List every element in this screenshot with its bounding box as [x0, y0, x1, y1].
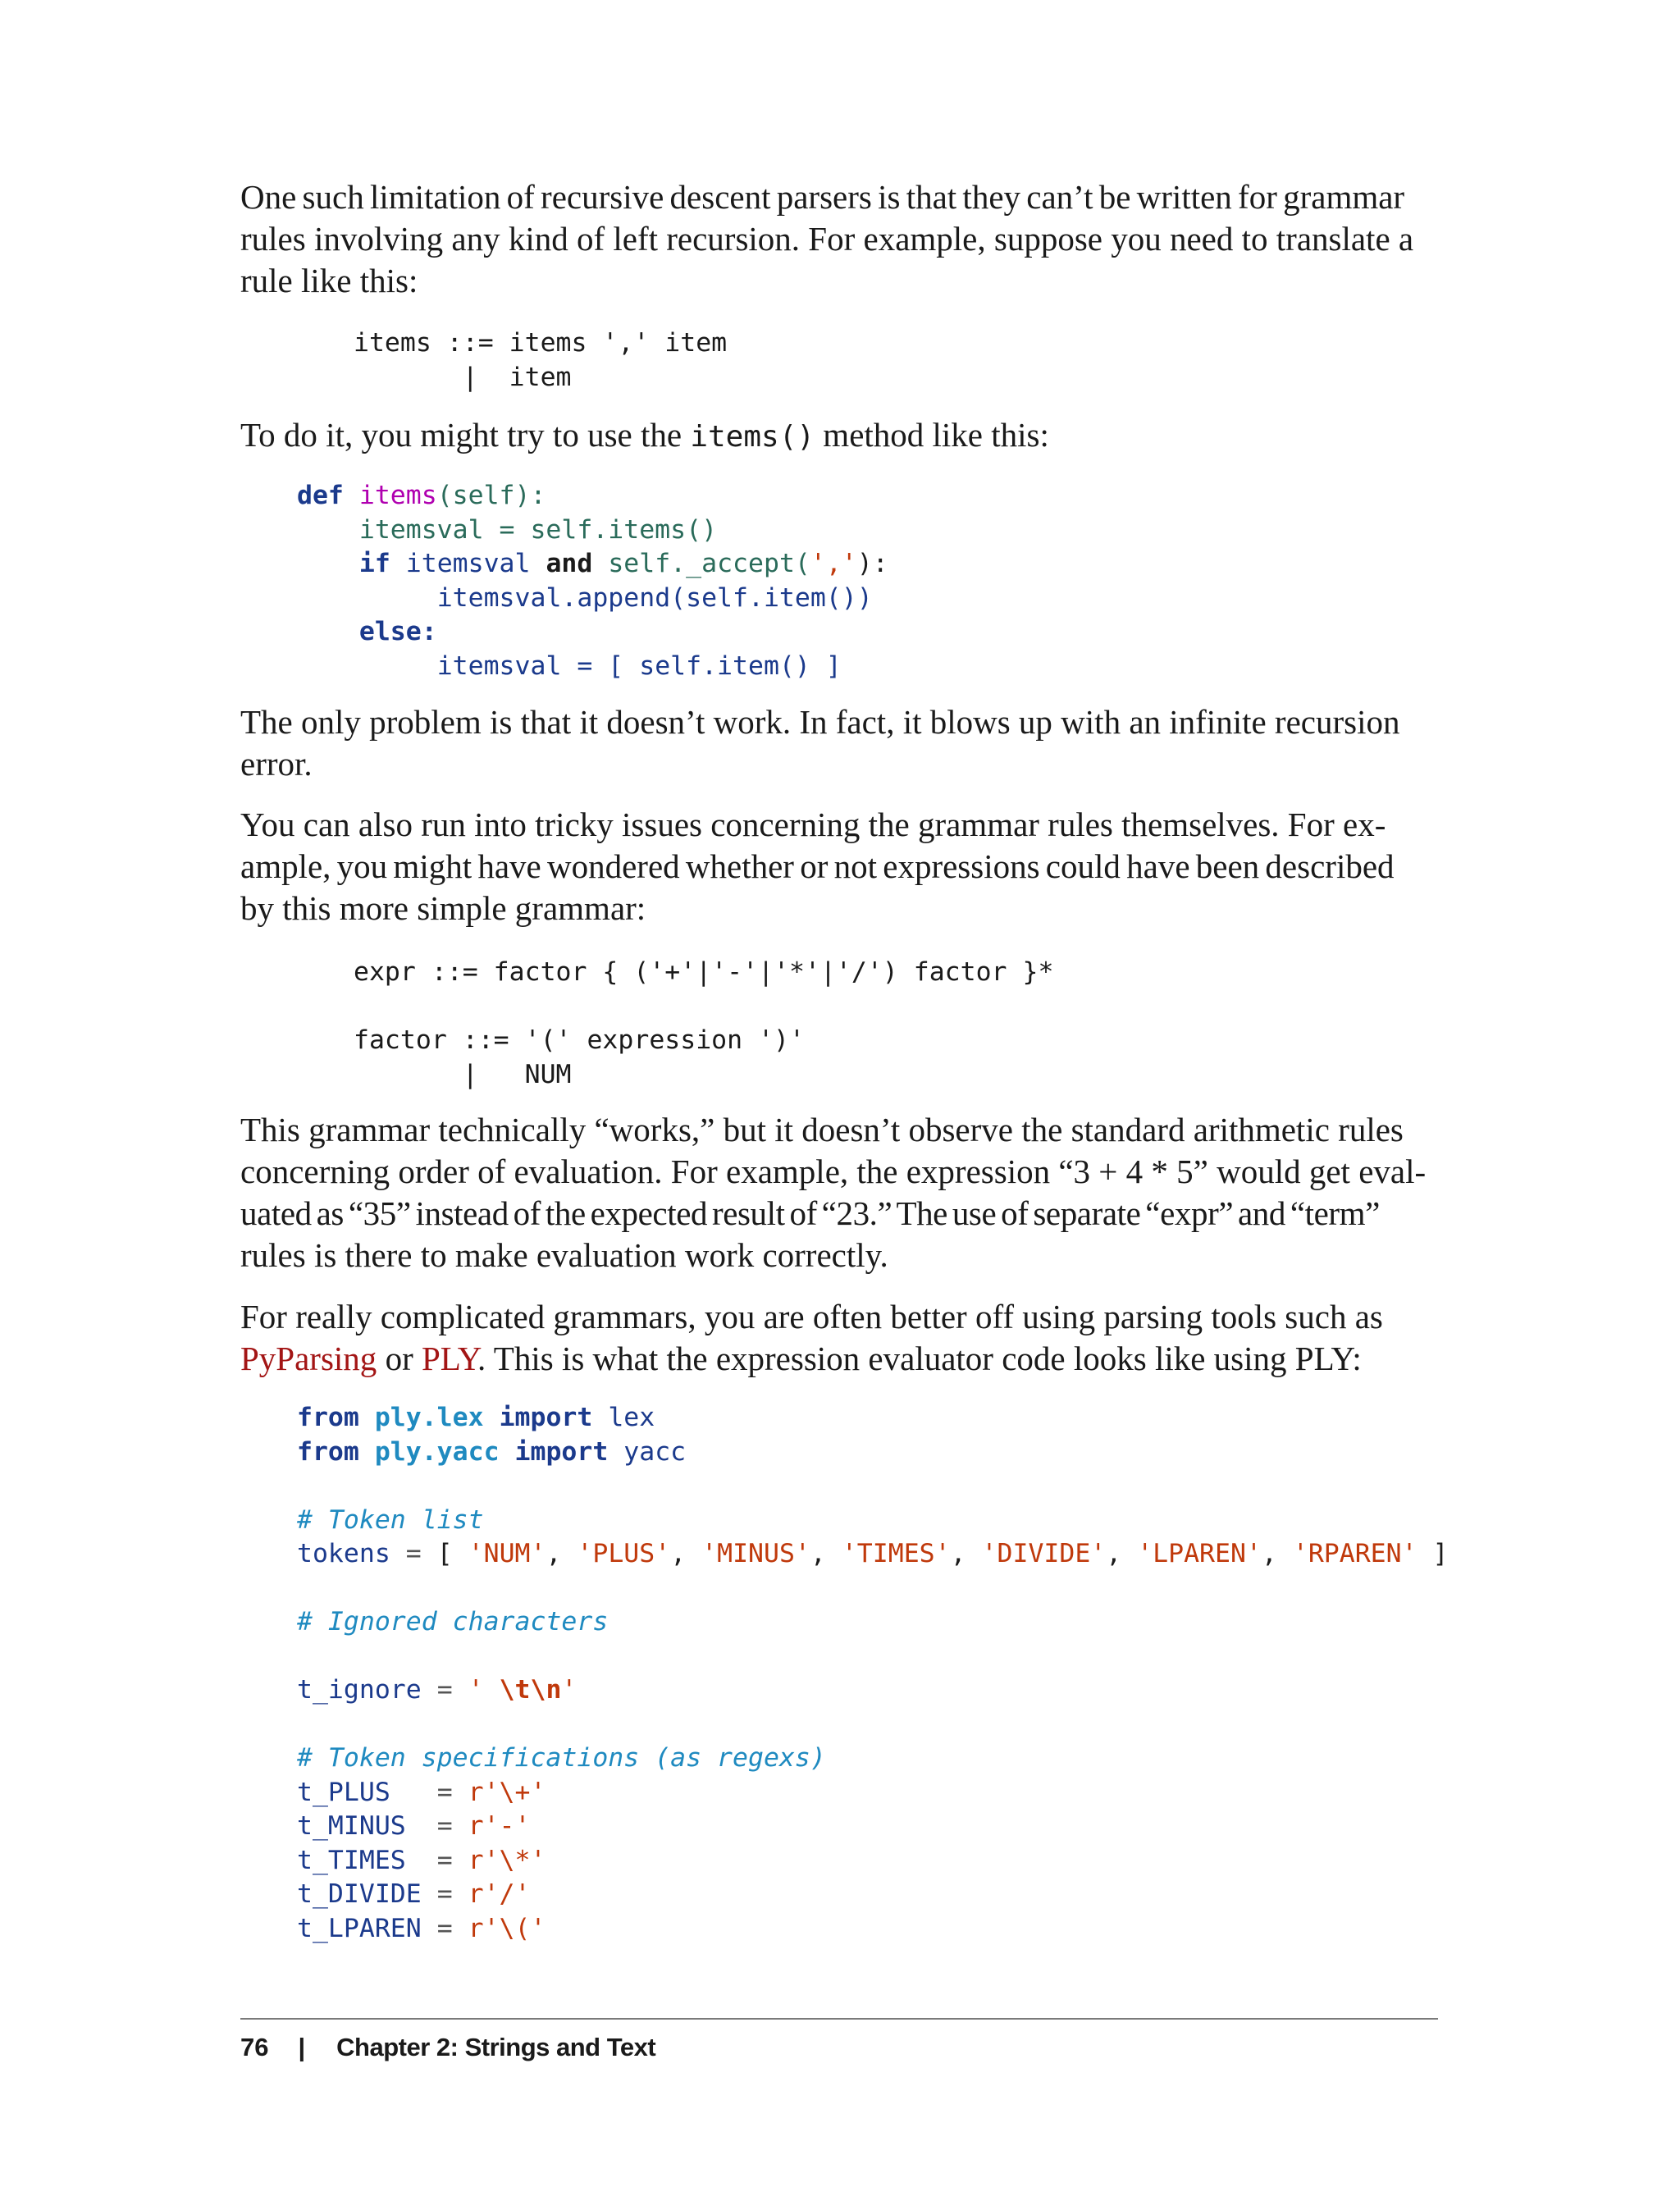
- text-line: ample, you might have wondered whether or not expressions could have been described: [240, 847, 1395, 885]
- comment: # Token specifications (as regexs): [297, 1743, 826, 1773]
- comment: # Ignored characters: [297, 1607, 609, 1637]
- keyword: and: [546, 549, 593, 578]
- text-line: [240, 1338, 1438, 1380]
- code-line: t_LPAREN = r'\(': [297, 1913, 546, 1943]
- code-line: [297, 1436, 1449, 1470]
- paragraph-grammar-issues: [240, 804, 1438, 929]
- code-line: [297, 615, 888, 650]
- keyword: else:: [358, 617, 437, 646]
- code-text: t_TIMES: [297, 1845, 422, 1875]
- string: r'/': [468, 1879, 531, 1909]
- code-text: itemsval = self.items(): [358, 514, 718, 545]
- code-line: t_MINUS = r'-': [297, 1811, 531, 1841]
- module-name: ply.lex: [374, 1403, 484, 1432]
- code-block-ply-example: [297, 1401, 1449, 1946]
- text-line: For really complicated grammars, you are often better off using parsing tools such as: [240, 1298, 1383, 1335]
- code-text: t_DIVIDE: [297, 1879, 422, 1909]
- comment: # Token list: [297, 1504, 484, 1535]
- code-line: [297, 650, 888, 684]
- code-text: t_PLUS: [297, 1777, 422, 1807]
- code-line: tokens = [ 'NUM', 'PLUS', 'MINUS', 'TIMES', 'DIVIDE', 'LPAREN', 'RPAREN' ]: [297, 1539, 1449, 1568]
- code-block-simple-grammar: [354, 956, 1053, 1092]
- string: 'PLUS': [577, 1539, 671, 1568]
- text-line: One such limitation of recursive descent parsers is that they can’t be written for grammar: [240, 178, 1405, 216]
- code-line: [297, 514, 888, 548]
- code-text: yacc: [623, 1436, 687, 1467]
- keyword: def: [297, 481, 344, 510]
- text-segment: . This is what the expression evaluator code looks like using PLY:: [477, 1340, 1362, 1377]
- keyword: from: [297, 1403, 359, 1432]
- code-text: ):: [856, 549, 888, 578]
- code-line: [297, 1504, 1449, 1538]
- code-line: [354, 990, 1053, 1025]
- paragraph-left-recursion: [240, 176, 1438, 302]
- string: r'\+': [468, 1777, 546, 1807]
- text-line: rules involving any kind of left recursion. For example, suppose you need to translate a: [240, 220, 1414, 258]
- text-line: [240, 414, 1438, 458]
- code-text: t_MINUS: [297, 1811, 422, 1841]
- string: 'MINUS': [701, 1539, 810, 1568]
- code-block-grammar-items: [354, 326, 727, 395]
- code-line: t_ignore = ' \t\n': [297, 1675, 578, 1705]
- paragraph-infinite-recursion: [240, 701, 1438, 785]
- code-text: self._accept(: [608, 549, 810, 578]
- string: 'DIVIDE': [981, 1539, 1107, 1568]
- ply-link[interactable]: PLY: [421, 1340, 478, 1377]
- pyparsing-link[interactable]: PyParsing: [240, 1340, 377, 1377]
- string: ',': [810, 549, 857, 578]
- paragraph-items-method: [240, 414, 1438, 458]
- page-footer: [240, 2033, 655, 2062]
- text-segment: To do it, you might try to use the: [240, 416, 691, 454]
- chapter-title: Chapter 2: Strings and Text: [336, 2033, 656, 2061]
- code-line: [297, 1742, 1449, 1776]
- footer-divider: [240, 2018, 1438, 2020]
- code-line: t_DIVIDE = r'/': [297, 1879, 531, 1909]
- code-block-items-method: [297, 479, 888, 683]
- code-text: itemsval: [405, 549, 531, 578]
- page-number: 76: [240, 2033, 269, 2061]
- code-text: lex: [608, 1403, 655, 1432]
- code-line: [297, 1572, 1449, 1606]
- code-line: [297, 582, 888, 616]
- string: r'-': [468, 1811, 531, 1841]
- code-line: t_TIMES = r'\*': [297, 1845, 546, 1875]
- code-line: items ::= items ',' item: [354, 328, 728, 358]
- paragraph-order-of-evaluation: [240, 1109, 1438, 1276]
- string: r'\*': [468, 1845, 546, 1875]
- text-segment: method like this:: [815, 416, 1049, 454]
- code-text: t_LPAREN: [297, 1913, 422, 1943]
- code-line: [297, 479, 888, 514]
- code-text: itemsval = [ self.item() ]: [436, 651, 842, 681]
- code-text: itemsval.append(self.item()): [436, 582, 873, 613]
- text-line: rules is there to make evaluation work correctly.: [240, 1236, 888, 1274]
- code-line: [297, 1469, 1449, 1504]
- code-line: [297, 1640, 1449, 1674]
- code-line: | item: [354, 362, 572, 392]
- text-line: error.: [240, 745, 313, 783]
- code-line: [297, 547, 888, 582]
- text-line: uated as “35” instead of the expected result of “23.” The use of separate “expr” and “term”: [240, 1194, 1380, 1232]
- inline-code: items(): [690, 420, 815, 454]
- text-line: by this more simple grammar:: [240, 889, 646, 927]
- text-line: rule like this:: [240, 262, 418, 299]
- code-line: expr ::= factor { ('+'|'-'|'*'|'/') factor }*: [354, 957, 1054, 987]
- footer-separator: |: [298, 2033, 306, 2061]
- code-line: [297, 1605, 1449, 1640]
- code-text: tokens: [297, 1539, 390, 1568]
- code-line: [297, 1401, 1449, 1436]
- keyword: from: [297, 1436, 359, 1467]
- string: 'TIMES': [841, 1539, 951, 1568]
- keyword: if: [358, 549, 390, 578]
- text-line: You can also run into tricky issues concerning the grammar rules themselves. For ex-: [240, 806, 1386, 843]
- escape-sequence: \t\n: [499, 1675, 562, 1705]
- code-line: t_PLUS = r'\+': [297, 1777, 546, 1807]
- string: r'\(': [468, 1913, 546, 1943]
- string: 'RPAREN': [1292, 1539, 1418, 1568]
- keyword: import: [514, 1436, 609, 1467]
- text-line: The only problem is that it doesn’t work. In fact, it blows up with an infinite recursion: [240, 703, 1400, 741]
- text-line: This grammar technically “works,” but it doesn’t observe the standard arithmetic rules: [240, 1111, 1404, 1148]
- code-line: | NUM: [354, 1059, 572, 1089]
- string: 'LPAREN': [1137, 1539, 1262, 1568]
- code-line: [297, 1708, 1449, 1742]
- code-text: (self):: [436, 481, 546, 510]
- string: 'NUM': [468, 1539, 546, 1568]
- module-name: ply.yacc: [374, 1436, 500, 1467]
- function-name: items: [358, 481, 437, 510]
- code-line: factor ::= '(' expression ')': [354, 1025, 805, 1055]
- keyword: import: [499, 1403, 593, 1432]
- code-text: t_ignore: [297, 1675, 422, 1705]
- text-segment: or: [377, 1340, 422, 1377]
- text-line: concerning order of evaluation. For example, the expression “3 + 4 * 5” would get eval-: [240, 1153, 1427, 1190]
- paragraph-parsing-tools: [240, 1296, 1438, 1380]
